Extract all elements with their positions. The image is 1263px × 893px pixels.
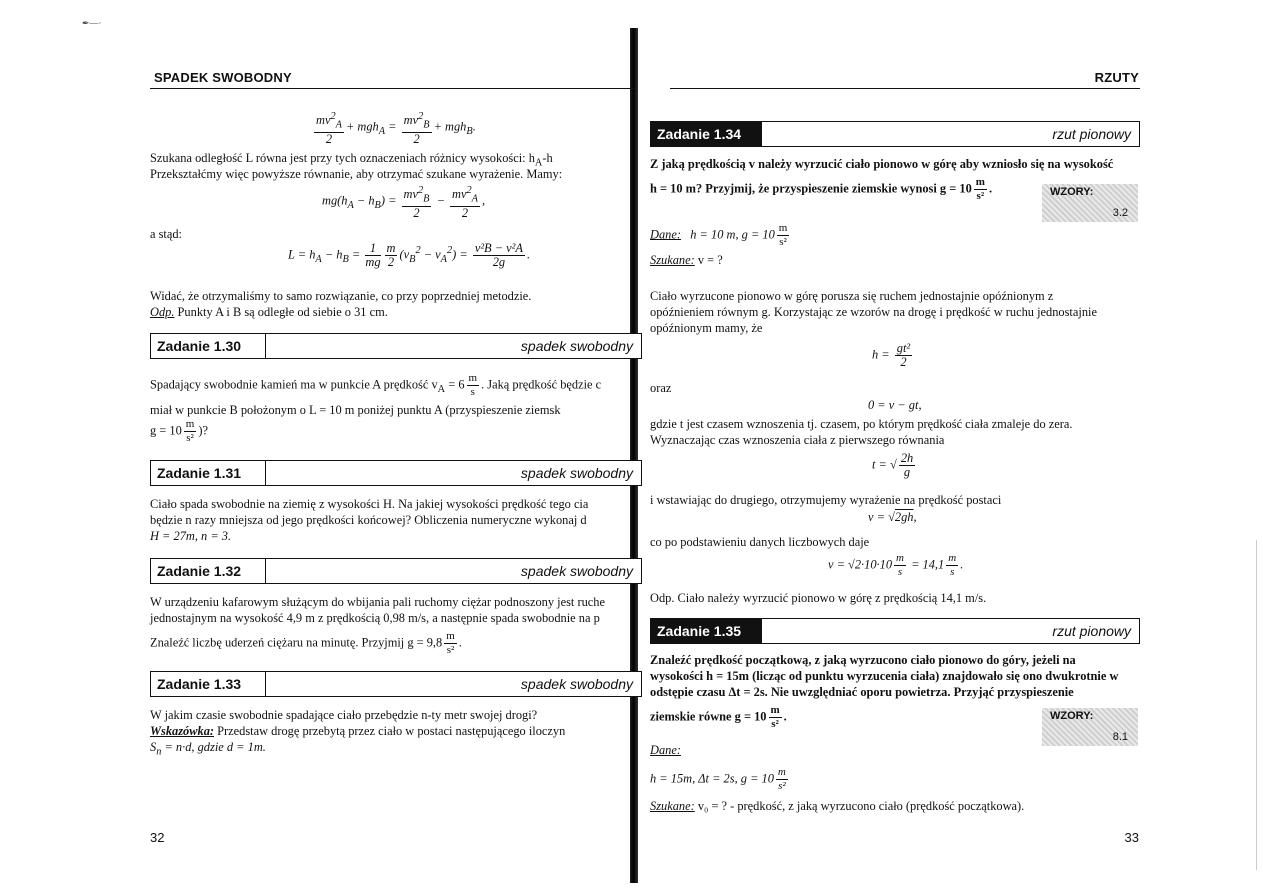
page-header-title: SPADEK SWOBODNY [154,70,292,85]
header-rule [670,88,1140,89]
task-category: spadek swobodny [520,465,633,481]
task-question: wysokości h = 15m (licząc od punktu wyrzucenia ciała) znajdowało się ono dwukrotnie w [650,669,1119,683]
paragraph-line: Przekształćmy więc powyższe równanie, aby otrzymać szukane wyrażenie. Mamy: [150,167,563,181]
header-rule [150,88,636,89]
equation-time: t = √ $\frac{2h}{g}$ [872,451,914,479]
solution-text: i wstawiając do drugiego, otrzymujemy wyrażenie na prędkość postaci [650,493,1002,507]
task-number: Zadanie 1.34 [651,122,762,146]
paragraph-line: Szukana odległość L równa jest przy tych oznaczeniach różnicy wysokości: $h_A-h$ [150,151,553,169]
task-category: spadek swobodny [520,676,633,692]
task-text: g = 10 $\frac{m}{\text{s²}}$ )? [150,418,208,444]
task-category: rzut pionowy [1052,623,1131,639]
solution-text: opóźnionym mamy, że [650,321,763,335]
solution-text: opóźnieniem równym g. Korzystając ze wzorów na drogę i prędkość w ruchu jednostajnie [650,305,1097,319]
task-text: W jakim czasie swobodnie spadające ciało przebędzie n-ty metr swojej drogi? [150,708,538,722]
task-category: rzut pionowy [1052,126,1131,142]
equation-velocity: 0 = v − gt, [868,398,922,412]
page-number: 33 [1124,830,1139,845]
task-number: Zadanie 1.30 [151,334,266,358]
equation-velocity-result: v = √2gh, [868,510,917,524]
solution-text: co po podstawieniu danych liczbowych daje [650,535,870,549]
task-number: Zadanie 1.35 [651,619,762,643]
given-label: Dane: [650,743,681,757]
task-header-1-31 [150,460,642,486]
task-text: W urządzeniu kafarowym służącym do wbijania pali ruchomy ciężar podnoszony jest ruche [150,595,605,609]
task-text: H = 27m, n = 3. [150,529,232,543]
task-text: $S_n = n\cdot d$, gdzie d = 1m. [150,740,266,758]
task-header-1-33 [150,671,642,697]
task-question: Znaleźć prędkość początkową, z jaką wyrzucono ciało pionowo do góry, jeżeli na [650,653,1076,667]
task-header-1-30 [150,333,642,359]
corner-mark: ✒—· [82,18,102,28]
task-header-1-35 [650,618,1140,644]
solution-text: gdzie t jest czasem wznoszenia tj. czasem, po którym prędkość ciała zmaleje do zera. [650,417,1073,431]
formula-reference-title: WZORY: [1050,710,1094,722]
formula-reference-title: WZORY: [1050,186,1094,198]
task-category: spadek swobodny [520,563,633,579]
task-hint: Wskazówka: Przedstaw drogę przebytą przez ciało w postaci następującego iloczyn [150,724,566,738]
sought-data: Szukane: v₀ = ? - prędkość, z jaką wyrzucono ciało (prędkość początkowa). [650,799,1025,813]
page-edge [1256,540,1257,870]
task-question: odstępie czasu Δt = 2s. Nie uwzględniać oporu powietrza. Przyjąć przyspieszenie [650,685,1074,699]
page-number: 32 [150,830,165,845]
right-page [642,0,1263,893]
task-text: Znaleźć liczbę uderzeń ciężaru na minutę. Przyjmij g = 9,8 $\frac{m}{\text{s²}}$ . [150,630,462,656]
equation-distance: $L = h_A - h_B$ = $\frac{1}{mg}$ $\frac{m}{2}$ $(v_B^2 - v_A^2)$ = $\frac{\text{v²B − v²A}}{2g}$ . [288,241,531,269]
task-question: ziemskie równe g = 10 $\frac{m}{\text{s²}}$ . [650,704,787,730]
task-header-1-32 [150,558,642,584]
task-header-1-34 [650,121,1140,147]
equation-height: h = $\frac{\text{gt²}}{2}$ [872,341,911,369]
task-text: Spadający swobodnie kamień ma w punkcie A prędkość $v_A = 6$ $\frac{m}{s}$ . Jaką prędkość będzie c [150,372,602,398]
answer-line: Odp. Ciało należy wyrzucić pionowo w górę z prędkością 14,1 m/s. [650,591,987,605]
paragraph-line: Widać, że otrzymaliśmy to samo rozwiązanie, co przy poprzedniej metodzie. [150,289,532,303]
equation-energy: $\frac{mv^2_A}{2}$ + mgh$_A$ = $\frac{mv^2_B}{2}$ + mgh$_B$. [316,111,476,146]
answer-line: Odp. Punkty A i B są odległe od siebie o 31 cm. [150,305,388,319]
task-question: h = 10 m? Przyjmij, że przyspieszenie ziemskie wynosi g = 10 $\frac{m}{\text{s²}}$ . [650,176,993,202]
given-data: h = 15m, Δt = 2s, g = 10 $\frac{m}{\text{s²}}$ [650,766,786,792]
task-text: miał w punkcie B położonym o L = 10 m poniżej punktu A (przyspieszenie ziemsk [150,403,561,417]
task-question: Z jaką prędkością v należy wyrzucić ciało pionowo w górę aby wzniosło się na wysokość [650,157,1114,171]
formula-reference-box [1042,708,1138,746]
solution-text: oraz [650,381,672,395]
formula-reference-number: 3.2 [1112,207,1128,219]
equation-transform: $mg(h_A - h_B)$ = $\frac{mv^2_B}{2}$ − $\frac{mv^2_A}{2}$ , [322,185,486,220]
task-text: Ciało spada swobodnie na ziemię z wysokości H. Na jakiej wysokości prędkość tego cia [150,497,589,511]
task-text: jednostajnym na wysokość 4,9 m z prędkością 0,98 m/s, a następnie spada swobodnie na p [150,611,600,625]
sought-data: Szukane: v = ? [650,253,723,267]
task-number: Zadanie 1.32 [151,559,266,583]
task-number: Zadanie 1.31 [151,461,266,485]
given-data: Dane: h = 10 m, g = 10 $\frac{m}{\text{s²}}$ [650,222,788,248]
formula-reference-box [1042,184,1138,222]
solution-text: Wyznaczając czas wznoszenia ciała z pierwszego równania [650,433,945,447]
equation-numeric: v = √2·10·10 $\frac{m}{s}$ = 14,1 $\frac{m}{s}$ . [828,552,964,578]
task-category: spadek swobodny [520,338,633,354]
page-header-title: RZUTY [1094,70,1139,85]
solution-text: Ciało wyrzucone pionowo w górę porusza się ruchem jednostajnie opóźnionym z [650,289,1054,303]
task-text: będzie n razy mniejsza od jego prędkości końcowej? Obliczenia numeryczne wykonaj d [150,513,587,527]
task-number: Zadanie 1.33 [151,672,266,696]
paragraph-line: a stąd: [150,227,182,241]
formula-reference-number: 8.1 [1112,731,1128,743]
